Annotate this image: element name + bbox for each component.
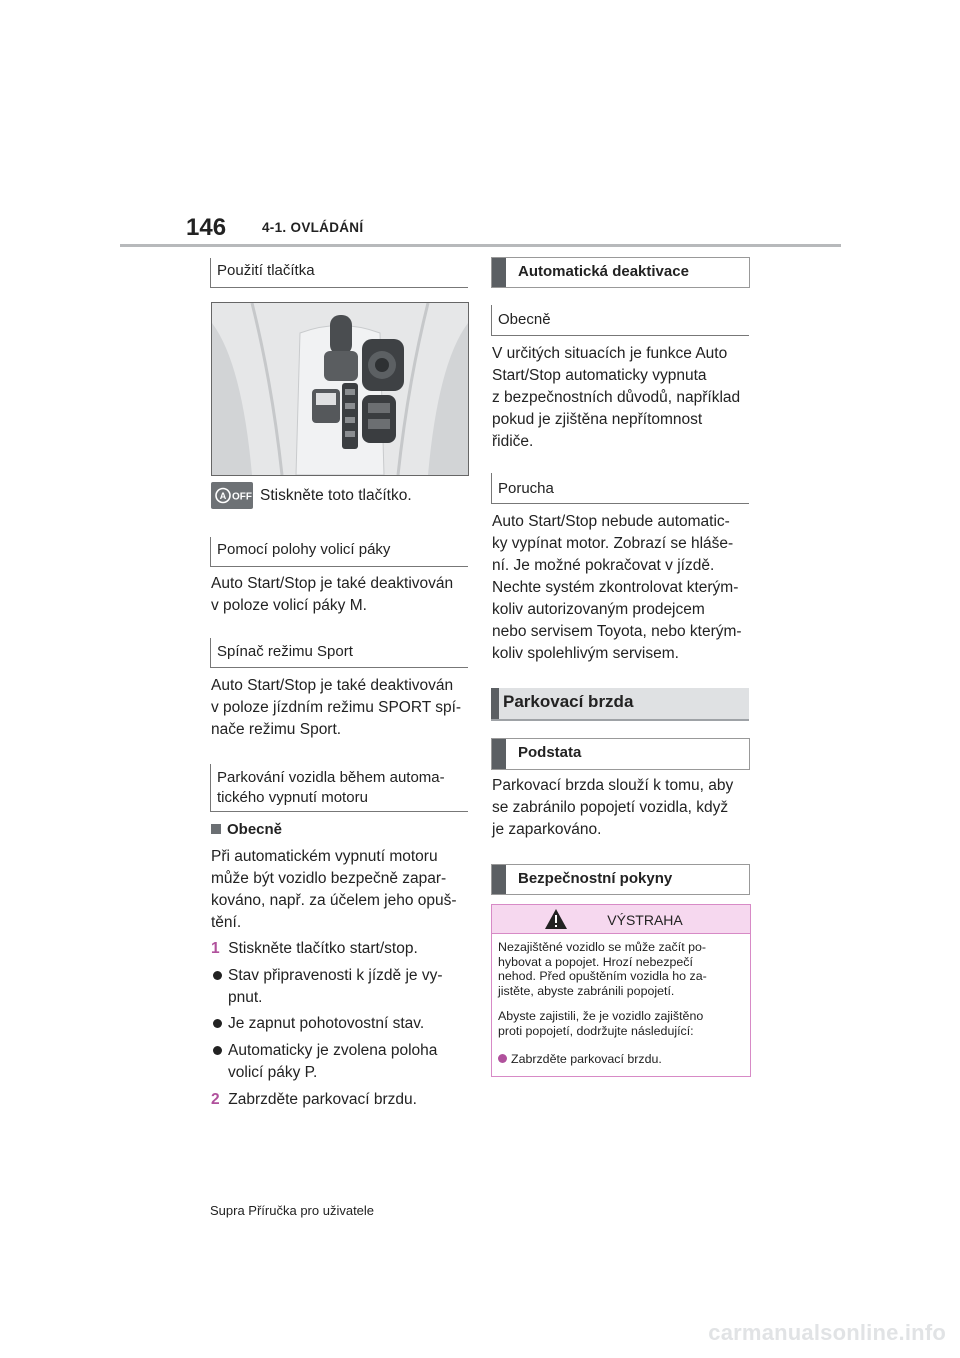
subheading-sport: Spínač režimu Sport xyxy=(210,638,468,668)
fault-paragraph: Auto Start/Stop nebude automatic- ky vypínat motor. Zobrazí se hláše- ní. Je možné pokračovat v jízdě. Nechte systém zkontrolovat kterým- koliv autorizovaným prodejcem nebo servisem Toyota, nebo kterým- koliv spolehlivým servisem. xyxy=(492,513,742,662)
general-heading: Obecně xyxy=(211,821,282,838)
square-bullet-icon xyxy=(211,824,221,834)
warning-bullet: Zabrzděte parkovací brzdu. xyxy=(498,1052,744,1067)
press-button-text: Stiskněte toto tlačítko. xyxy=(260,487,412,504)
bullet-icon xyxy=(213,1019,222,1028)
list-item: Stav připravenosti k jízdě je vy- pnut. xyxy=(211,965,443,1009)
console-photo xyxy=(211,302,469,476)
warning-text: Nezajištěné vozidlo se může začít po- hybovat a popojet. Hrozí nebezpečí nehod. Před opuštěním vozidla ho za- jistěte, abyste zabránili popojetí. xyxy=(498,940,707,998)
heading-parking-brake: Parkovací brzda xyxy=(491,688,749,721)
svg-text:OFF: OFF xyxy=(232,491,252,503)
subheading-fault: Porucha xyxy=(491,473,749,504)
watermark: carmanualsonline.info xyxy=(708,1320,946,1345)
general-paragraph: Při automatickém vypnutí motoru může být vozidlo bezpečně zapar- kováno, např. za účelem jeho opuš- tění. xyxy=(211,848,457,931)
heading-auto-deactivation: Automatická deaktivace xyxy=(491,257,750,288)
heading-safety: Bezpečnostní pokyny xyxy=(491,864,750,895)
console-illustration xyxy=(212,303,468,475)
page-number: 146 xyxy=(186,214,227,241)
auto-start-stop-off-icon xyxy=(211,482,253,509)
bullet-icon xyxy=(498,1054,507,1063)
warning-text-2: Abyste zajistili, že je vozidlo zajištěno proti popojetí, dodržujte následující: xyxy=(498,1009,704,1038)
list-item: Automaticky je zvolena poloha volicí páky P. xyxy=(211,1040,437,1084)
bullet-icon xyxy=(213,971,222,980)
selector-paragraph: Auto Start/Stop je také deaktivován v poloze volicí páky M. xyxy=(211,575,454,614)
header-rule xyxy=(120,244,841,247)
section-title: 4-1. OVLÁDÁNÍ xyxy=(262,220,364,235)
list-item: Je zapnut pohotovostní stav. xyxy=(211,1013,424,1035)
subheading-general: Obecně xyxy=(491,305,749,336)
svg-text:A: A xyxy=(219,491,227,501)
step-2: 2 Zabrzděte parkovací brzdu. xyxy=(211,1091,417,1108)
footer-text: Supra Příručka pro uživatele xyxy=(210,1203,375,1218)
warning-box xyxy=(491,904,751,1077)
subheading-parking: Parkování vozidla během automa- tického vypnutí motoru xyxy=(210,764,468,812)
warning-header: VÝSTRAHA xyxy=(492,905,750,934)
auto-deactivation-paragraph: V určitých situacích je funkce Auto Start/Stop automaticky vypnuta z bezpečnostních důvodů, například pokud je zjištěna nepřítomnost řidiče. xyxy=(492,345,741,450)
sport-paragraph: Auto Start/Stop je také deaktivován v poloze jízdním režimu SPORT spí- nače režimu Sport. xyxy=(211,677,462,738)
step-1: 1 Stiskněte tlačítko start/stop. xyxy=(211,940,418,957)
principle-paragraph: Parkovací brzda slouží k tomu, aby se zabránilo popojetí vozidla, když je zaparkováno. xyxy=(492,777,734,838)
bullet-icon xyxy=(213,1046,222,1055)
heading-principle: Podstata xyxy=(491,738,750,770)
subheading-selector: Pomocí polohy volicí páky xyxy=(210,537,468,567)
subheading-button-use: Použití tlačítka xyxy=(210,258,468,288)
